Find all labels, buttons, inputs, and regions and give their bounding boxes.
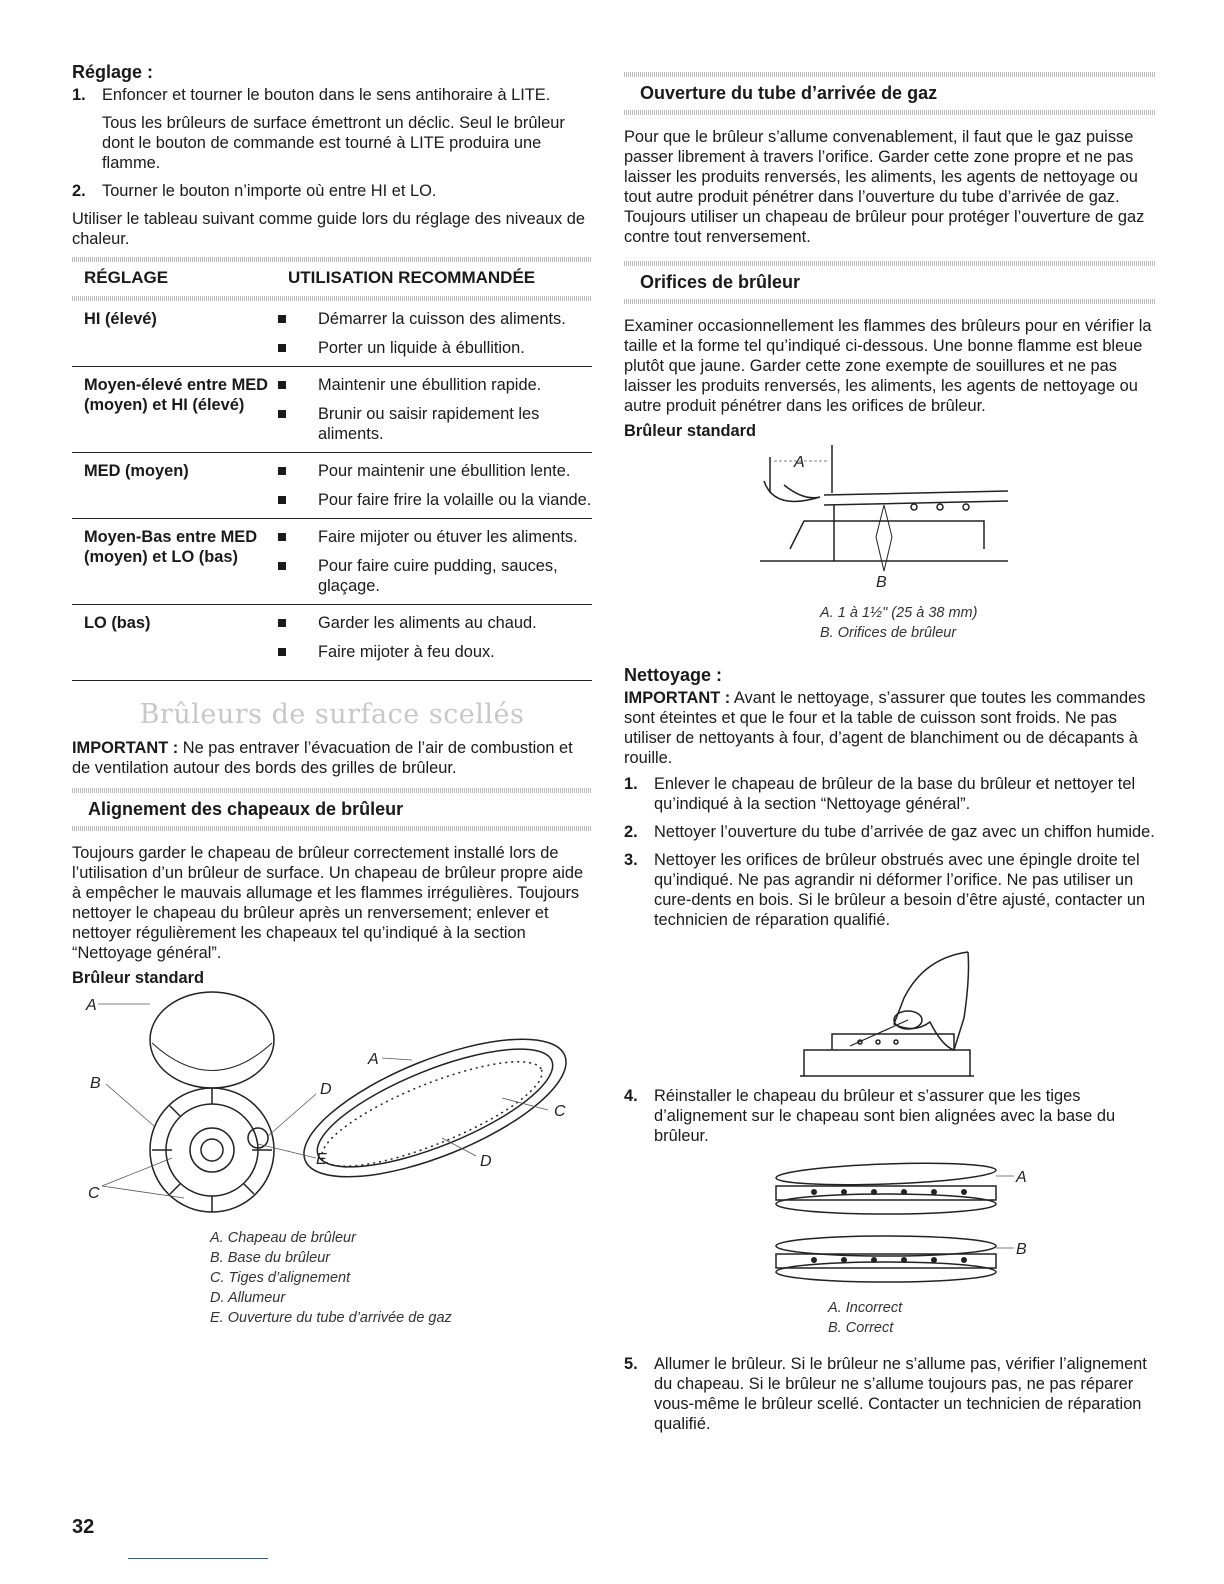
orifices-text: Examiner occasionnellement les flammes des brûleurs pour en vérifier la taille et la forme tel qu’indiqué ci-dessous. Une bonne flamme est bleue plutôt que jaune. Garder cette zone exempte de souillures et ne pas laisser les produits renversés, les aliments, les agents de nettoyage ou autre produit pénétrer dans les orifices de brûleur. [624, 317, 1152, 415]
table-row: Moyen-Bas entre MED (moyen) et LO (bas) Faire mijoter ou étuver les aliments. Pour faire cuire pudding, sauces, glaçage. [72, 519, 592, 605]
label-b: B [90, 1075, 101, 1092]
label-a-oval: A [368, 1051, 379, 1068]
page-number: 32 [72, 1516, 95, 1538]
incorrect-cap-shape [776, 1160, 997, 1188]
orifices-heading: Orifices de brûleur [640, 272, 801, 292]
flame-label-a: A [794, 454, 805, 471]
heat-settings-table [72, 257, 592, 681]
table-row: Moyen-élevé entre MED (moyen) et HI (élevé) Maintenir une ébullition rapide. Brunir ou saisir rapidement les aliments. [72, 367, 592, 453]
list-item: 1. Enfoncer et tourner le bouton dans le sens antihoraire à LITE. Tous les brûleurs de surface émettront un déclic. Seul le brûleur dont le bouton de commande est tourné à LITE produira une flamme. [72, 86, 565, 172]
cleaning-steps [624, 774, 1156, 930]
section-title: Brûleurs de surface scellés [139, 699, 525, 730]
cleaning-pin-illustration [624, 938, 1156, 1082]
figure-title: Brûleur standard [72, 969, 205, 987]
list-item: 2. Tourner le bouton n’importe où entre HI et LO. [72, 182, 437, 200]
important-note: IMPORTANT : Ne pas entraver l’évacuation de l’air de combustion et de ventilation autour des bords des grilles de brûleur. [72, 739, 573, 777]
flame-captions: A. 1 à 1½" (25 à 38 mm) B. Orifices de brûleur [820, 605, 978, 641]
right-column [624, 72, 1156, 1442]
table-row: MED (moyen) Pour maintenir une ébullition lente. Pour faire frire la volaille ou la viande. [72, 453, 592, 519]
label-d-oval: D [480, 1153, 492, 1170]
figure-captions: A. Chapeau de brûleur B. Base du brûleur C. Tiges d’alignement D. Allumeur E. Ouverture du tube d’arrivée de gaz [210, 1230, 452, 1326]
alignment-text: Toujours garder le chapeau de brûleur correctement installé lors de l’utilisation d’un brûleur de surface. Un chapeau de brûleur propre aide à empêcher le mauvais allumage et les flammes irrégulières. Toujours nettoyer le chapeau du brûleur après un renversement; enlever et nettoyer régulièrement les chapeaux tel qu’indiqué à la section “Nettoyage général”. [72, 844, 584, 962]
cap-alignment-diagram [624, 1154, 1156, 1294]
guide-text: Utiliser le tableau suivant comme guide lors du réglage des niveaux de chaleur. [72, 210, 585, 248]
flame-label-b: B [876, 574, 887, 591]
table-row: HI (élevé) Démarrer la cuisson des aliments. Porter un liquide à ébullition. [72, 301, 592, 367]
list-item: 1. Enlever le chapeau de brûleur de la base du brûleur et nettoyer tel qu’indiqué à la section “Nettoyage général”. [624, 775, 1136, 813]
label-c: C [88, 1185, 100, 1202]
footer-line [128, 1558, 268, 1559]
cap-label-a: A [1016, 1169, 1027, 1186]
burner-cap-diagram [72, 988, 592, 1218]
gas-heading: Ouverture du tube d’arrivée de gaz [640, 83, 938, 103]
final-step [624, 1354, 1156, 1434]
oval-burner-shape [287, 1011, 583, 1205]
reinstall-step [624, 1086, 1156, 1146]
reglage-steps [72, 85, 592, 201]
label-c-oval: C [554, 1103, 566, 1120]
label-a: A [86, 997, 97, 1014]
list-item: 4. Réinstaller le chapeau du brûleur et s’assurer que les tiges d’alignement sur le chapeau sont bien alignées avec la base du brûleur. [624, 1087, 1116, 1145]
hand-shape [894, 952, 969, 1050]
cleaning-heading: Nettoyage : [624, 665, 723, 685]
correct-cap-shape [776, 1236, 996, 1256]
gas-text: Pour que le brûleur s’allume convenablement, il faut que le gaz puisse passer librement à travers l’orifice. Garder cette zone propre et ne pas laisser les produits renversés, les aliments, les agents de nettoyage ou tout autre produit pénétrer dans l’ouverture du tube d’arrivée de gaz. Toujours utiliser un chapeau de brûleur pour protéger l’ouverture de gaz contre tout renversement. [624, 128, 1145, 246]
table-header: RÉGLAGE UTILISATION RECOMMANDÉE [84, 268, 536, 287]
list-item: 2. Nettoyer l’ouverture du tube d’arrivée de gaz avec un chiffon humide. [624, 823, 1155, 841]
list-item: 5. Allumer le brûleur. Si le brûleur ne s’allume pas, vérifier l’alignement du chapeau. Si le brûleur ne s’allume toujours pas, ne pas réparer vous-même le brûleur scellé. Contacter un technicien de réparation qualifié. [624, 1355, 1147, 1433]
reglage-heading: Réglage : [72, 62, 154, 82]
cap-label-b: B [1016, 1241, 1027, 1258]
flame-figure-title: Brûleur standard [624, 422, 757, 440]
left-column [72, 62, 592, 1328]
label-e: E [316, 1151, 327, 1168]
cleaning-important: IMPORTANT : Avant le nettoyage, s’assurer que toutes les commandes sont éteintes et que le four et la table de cuisson sont froids. Ne pas utiliser de nettoyants à four, d’agent de blanchiment ou de décapants à rouille. [624, 689, 1146, 767]
cap-captions: A. Incorrect B. Correct [828, 1300, 903, 1336]
alignment-heading: Alignement des chapeaux de brûleur [88, 799, 404, 819]
burner-cap-shape [150, 992, 274, 1088]
flame-diagram [624, 441, 1156, 591]
table-row: LO (bas) Garder les aliments au chaud. Faire mijoter à feu doux. [72, 605, 592, 681]
label-d: D [320, 1081, 332, 1098]
list-item: 3. Nettoyer les orifices de brûleur obstrués avec une épingle droite tel qu’indiqué. Ne pas agrandir ni déformer l’orifice. Ne pas utiliser un cure-dents en bois. Si le brûleur a besoin d’être ajusté, contacter un technicien de réparation qualifié. [624, 851, 1146, 929]
flame-shape [764, 481, 820, 501]
